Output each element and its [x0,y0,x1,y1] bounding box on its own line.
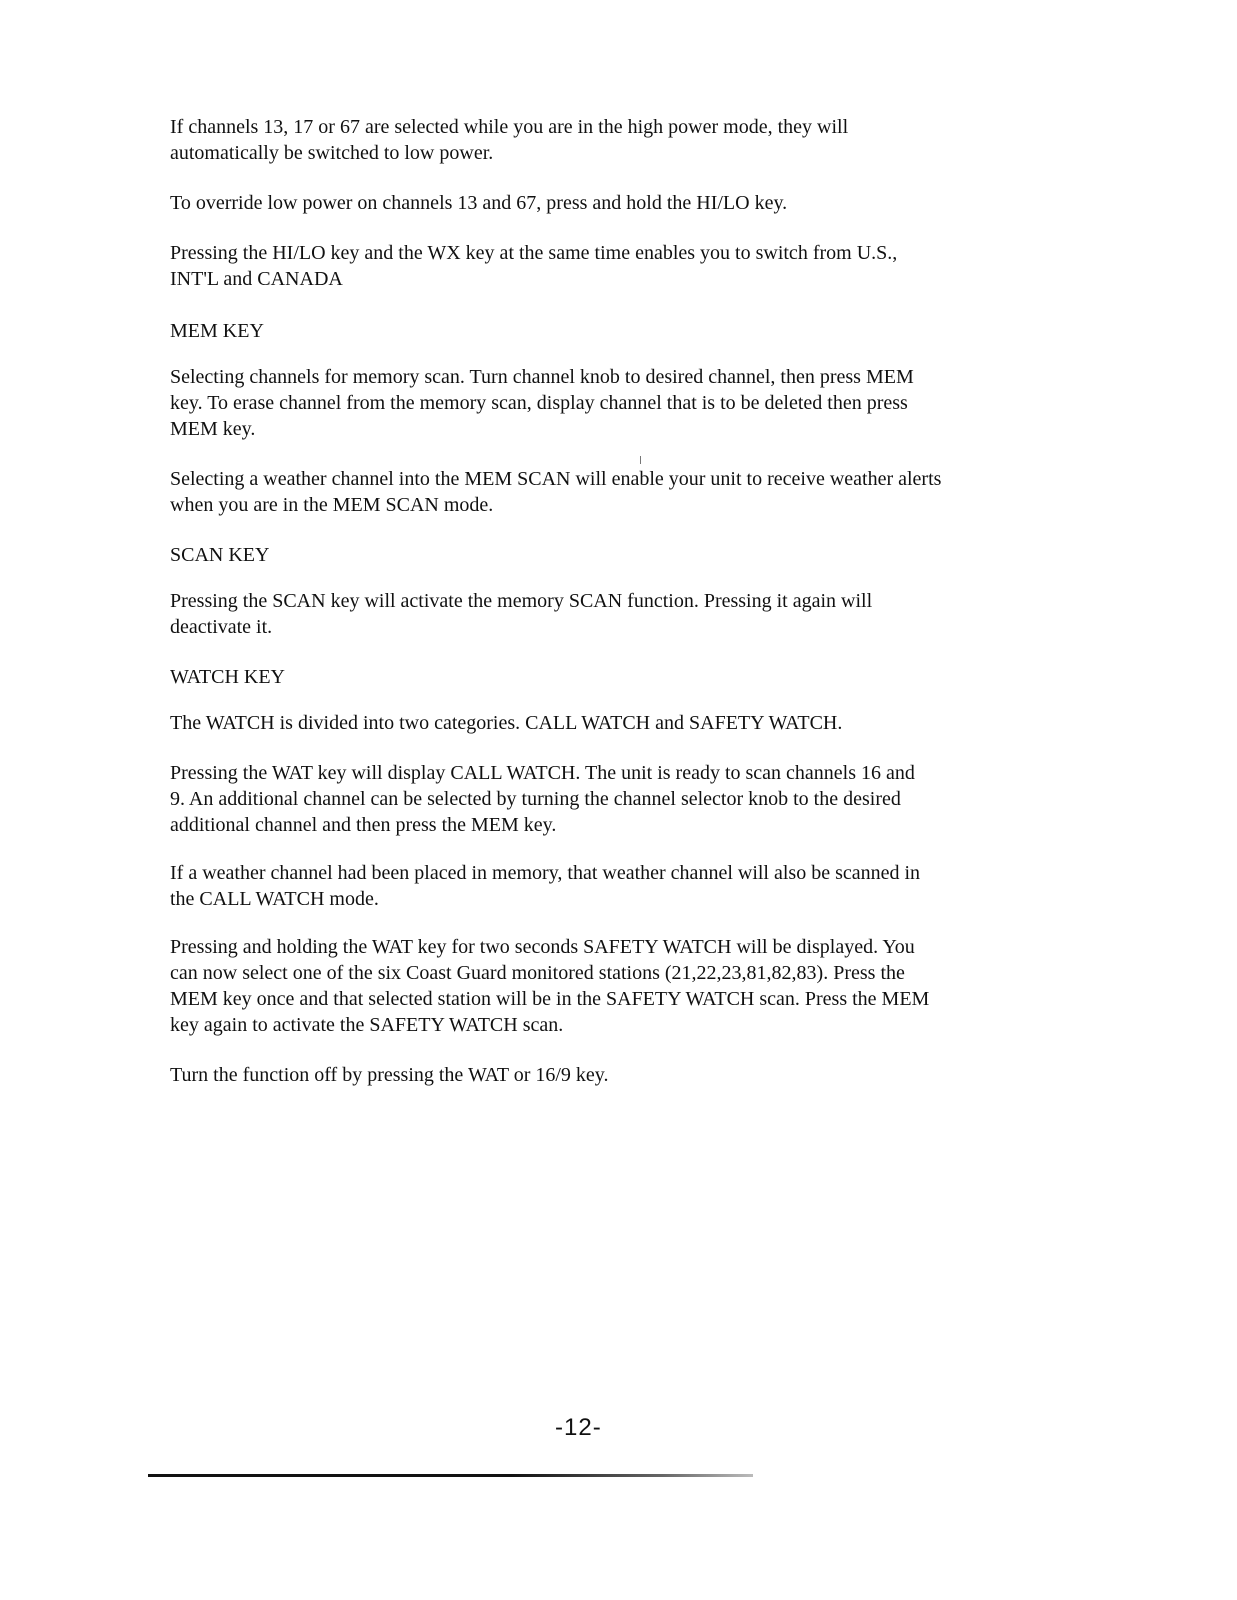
text-line: Pressing the HI/LO key and the WX key at the same time enables you to switch from U.S., [170,242,898,264]
text-line: additional channel and then press the MEM key. [170,814,557,836]
text-line: Pressing the WAT key will display CALL WATCH. The unit is ready to scan channels 16 and [170,762,915,784]
paragraph-weather-mem-scan [170,466,1010,518]
heading-scan-key: SCAN KEY [170,544,270,566]
paragraph-mem-key [170,364,1010,442]
text-line: 9. An additional channel can be selected by turning the channel selector knob to the desired [170,788,901,810]
text-line: can now select one of the six Coast Guard monitored stations (21,22,23,81,82,83). Press the [170,962,905,984]
text-line: key. To erase channel from the memory scan, display channel that is to be deleted then press [170,392,908,414]
page-number: -12- [555,1414,602,1441]
paragraph-scan-key [170,588,1010,640]
text-line: Selecting a weather channel into the MEM SCAN will enable your unit to receive weather alerts [170,468,942,490]
paragraph-watch-categories [170,710,1010,736]
heading-mem-key: MEM KEY [170,320,264,342]
text-line: MEM key once and that selected station will be in the SAFETY WATCH scan. Press the MEM [170,988,930,1010]
text-line: INT'L and CANADA [170,268,343,290]
paragraph-turn-off [170,1062,1010,1088]
text-line: Selecting channels for memory scan. Turn channel knob to desired channel, then press MEM [170,366,914,388]
text-line: the CALL WATCH mode. [170,888,379,910]
text-line: MEM key. [170,418,256,440]
text-line: deactivate it. [170,616,273,638]
paragraph-high-power-channels [170,114,1010,166]
paragraph-region-switch [170,240,1010,292]
text-line: Turn the function off by pressing the WAT or 16/9 key. [170,1064,609,1086]
paragraph-safety-watch [170,934,1010,1038]
text-line: key again to activate the SAFETY WATCH scan. [170,1014,564,1036]
text-line: when you are in the MEM SCAN mode. [170,494,494,516]
paragraph-weather-call-watch [170,860,1010,912]
text-line: automatically be switched to low power. [170,142,494,164]
text-line: Pressing the SCAN key will activate the memory SCAN function. Pressing it again will [170,590,873,612]
paragraph-call-watch [170,760,1010,838]
text-line: To override low power on channels 13 and 67, press and hold the HI/LO key. [170,192,788,214]
scan-speck [640,456,641,464]
text-line: Pressing and holding the WAT key for two seconds SAFETY WATCH will be displayed. You [170,936,915,958]
text-line: The WATCH is divided into two categories. CALL WATCH and SAFETY WATCH. [170,712,843,734]
heading-watch-key: WATCH KEY [170,666,285,688]
text-line: If a weather channel had been placed in memory, that weather channel will also be scanned in [170,862,921,884]
text-line: If channels 13, 17 or 67 are selected while you are in the high power mode, they will [170,116,849,138]
footer-rule [148,1474,753,1477]
paragraph-override-low-power [170,190,1010,216]
